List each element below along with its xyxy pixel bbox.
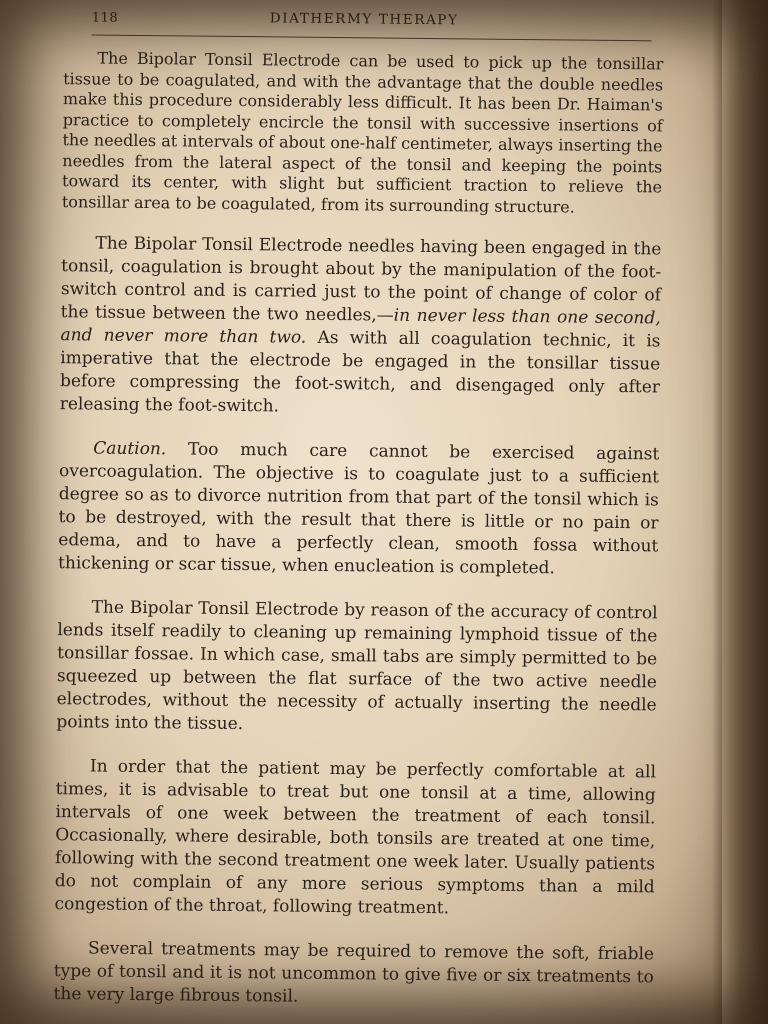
paragraph-text-after: As with all coagulation technic, it is imperative that the electrode be engaged in the tonsillar tissue before compressing the foot-switch, and disengaged only after releasing the foot-switch.: [59, 327, 661, 417]
paragraph-text-before: The Bipolar Tonsil Electrode needles having been engaged in the tonsil, coagulation is brought about by the manipulation of the foot-switch control and is carried just to the point of change of color of the tissue between the two needles,—: [60, 233, 662, 326]
paragraph-emphasis: in never less than one second, and never more than two.: [60, 305, 661, 348]
paragraph-patient-comfort: [54, 755, 656, 922]
paragraph-lymphoid-cleanup: [56, 596, 657, 740]
book-spine: [722, 0, 768, 1024]
paragraph-coagulation-procedure: [60, 232, 662, 422]
page-body: [53, 48, 663, 1024]
paragraph-text: Too much care cannot be exercised against overcoagulation. The objective is to coagulate just to a sufficient degree so as to divorce nutrition from that part of the tonsil which is to be destroyed, with the result that there is little or no pain or edema, and to have a perfectly clean, smooth fossa without thickening or scar tissue, when enucleation is completed.: [57, 439, 660, 579]
paragraph-text: In order that the patient may be perfectly comfortable at all times, it is advisable to treat but one tonsil at a time, allowing intervals of one week between the treatment of each tonsil. Occasionally, where desirable, both tonsils are treated at one time, following with the second treatment one week later. Usually patients do not complain of any more serious symptoms than a mild congestion of the throat, following treatment.: [54, 756, 657, 919]
caution-lead: Caution.: [93, 438, 167, 460]
paragraph-text: The Bipolar Tonsil Electrode can be used to pick up the tonsillar tissue to be coagulated, and with the advantage that the double needles make this procedure considerably less difficult. It has been Dr. Haiman's practice to completely encircle the tonsil with successive insertions of the needles at intervals of about one-half centimeter, always inserting the needles from the lateral aspect of the tonsil and keeping the points toward its center, with slight but sufficient traction to relieve the tonsillar area to be coagulated, from its surrounding structure.: [61, 48, 664, 217]
paragraph-caution: [58, 437, 659, 581]
paragraph-tonsil-electrode-pickup: [62, 48, 664, 218]
paragraph-text: Several treatments may be required to remove the soft, friable type of tonsil and it is not uncommon to give five or six treatments to the very large fibrous tonsil.: [53, 938, 655, 1007]
page-number: 118: [91, 10, 119, 26]
page-gutter-shadow: [712, 0, 722, 1024]
running-header: [92, 8, 652, 41]
book-page: [37, 0, 688, 1024]
paragraph-several-treatments: [53, 937, 654, 1012]
paragraph-text: The Bipolar Tonsil Electrode by reason of the accuracy of control lends itself readily to cleaning up remaining lymphoid tissue of the tonsillar fossae. In which case, small tabs are simply permitted to be squeezed up between the flat surface of the two active needle electrodes, without the necessity of actually inserting the needle points into the tissue.: [56, 597, 658, 735]
running-title: DIATHERMY THERAPY: [269, 10, 459, 29]
